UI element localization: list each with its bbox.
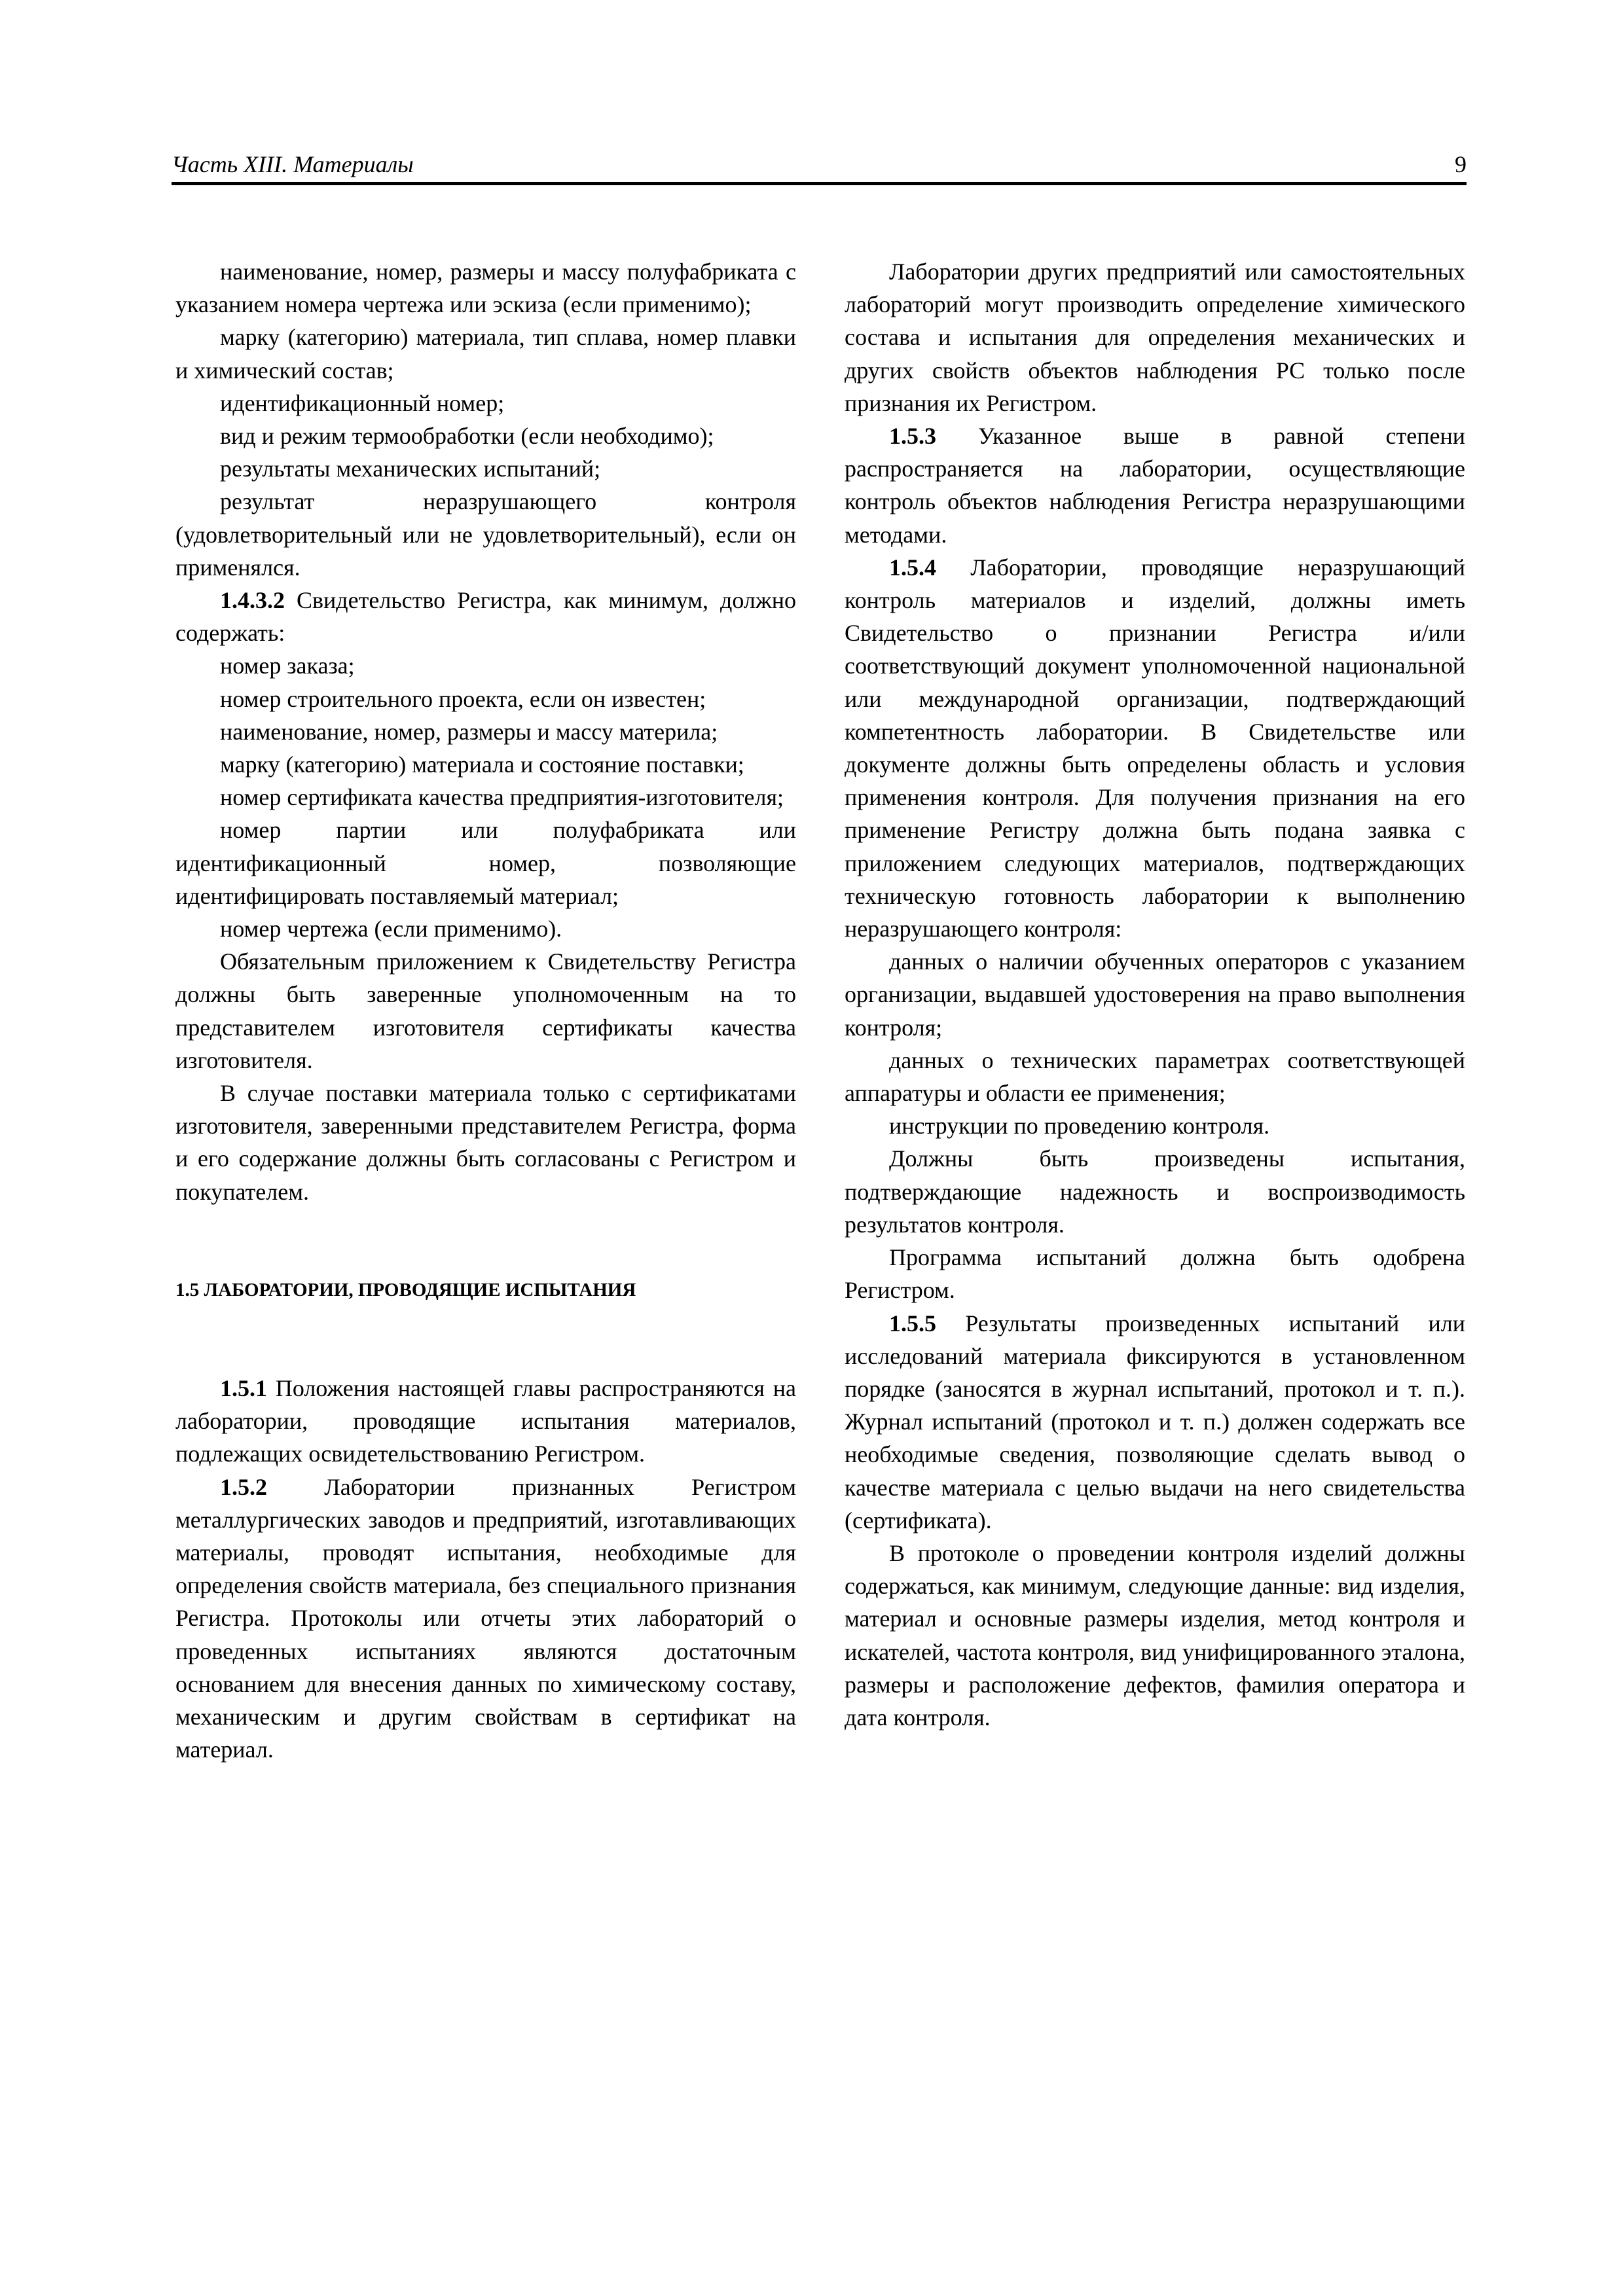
clause-text: Результаты произведенных испытаний или исследований материала фиксируются в установленном порядке (заносятся в журнал испытаний, протокол и т. п.). Журнал испытаний (протокол и т. п.) должен содержать все необходимые сведения, позволяющие сделать вывод о качестве материала с целью выдачи на него свидетельства (сертификата). <box>845 1310 1465 1534</box>
paragraph: Обязательным приложением к Свидетельству Регистра должны быть заверенные уполномоченным на то представителем изготовителя сертификаты качества изготовителя. <box>175 948 796 1073</box>
paragraph: номер сертификата качества предприятия-изготовителя; <box>220 784 784 811</box>
paragraph: марку (категорию) материала и состояние поставки; <box>220 751 744 778</box>
page-header <box>172 143 1467 185</box>
paragraph: наименование, номер, размеры и массу материла; <box>220 718 718 745</box>
clause-number: 1.5.5 <box>889 1310 936 1336</box>
paragraph: данных о технических параметрах соответствующей аппаратуры и области ее применения; <box>845 1047 1465 1107</box>
paragraph: результат неразрушающего контроля (удовлетворительный или не удовлетворительный), если он применялся. <box>175 488 796 581</box>
running-title: Часть XIII. Материалы <box>172 151 414 177</box>
paragraph: Лаборатории других предприятий или самостоятельных лабораторий могут производить определение химического состава и испытания для определения механических и других свойств объектов наблюдения РС только после признания их Регистром. <box>845 259 1465 416</box>
clause-number: 1.5.1 <box>220 1374 267 1401</box>
clause-text: Положения настоящей главы распространяются на лаборатории, проводящие испытания материалов, подлежащих освидетельствованию Регистром. <box>175 1374 796 1467</box>
paragraph: идентификационный номер; <box>220 389 505 416</box>
section-heading: 1.5 ЛАБОРАТОРИИ, ПРОВОДЯЩИЕ ИСПЫТАНИЯ <box>175 1279 636 1300</box>
paragraph: вид и режим термообработки (если необходимо); <box>220 423 714 450</box>
clause-number: 1.5.2 <box>220 1473 267 1500</box>
paragraph: Должны быть произведены испытания, подтверждающие надежность и воспроизводимость результатов контроля. <box>845 1145 1465 1238</box>
paragraph: В протоколе о проведении контроля изделий должны содержаться, как минимум, следующие данные: вид изделия, материал и основные размеры изделия, метод контроля и искателей, частота контроля, вид унифицированного эталона, размеры и расположение дефектов, фамилия оператора и дата контроля. <box>845 1539 1465 1731</box>
paragraph <box>845 1307 1465 1537</box>
paragraph <box>175 1372 796 1471</box>
clause-text: Лаборатории, проводящие неразрушающий контроль материалов и изделий, должны иметь Свидетельство о признании Регистра и/или соответствующий документ уполномоченной национальной или международной организации, подтверждающий компетентность лаборатории. В Свидетельстве или документе должны быть определены область и условия применения контроля. Для получения признания на его применение Регистру должна быть подана заявка с приложением следующих материалов, подтверждающих техническую готовность лаборатории к выполнению неразрушающего контроля: <box>845 554 1465 942</box>
paragraph <box>845 420 1465 551</box>
clause-number: 1.5.4 <box>889 554 936 581</box>
left-column <box>175 255 796 1766</box>
paragraph <box>175 1471 796 1767</box>
clause-text: Указанное выше в равной степени распространяется на лаборатории, осуществляющие контроль объектов наблюдения Регистра неразрушающими методами. <box>845 423 1465 548</box>
paragraph: В случае поставки материала только с сертификатами изготовителя, заверенными представителем Регистра, форма и его содержание должны быть согласованы с Регистром и покупателем. <box>175 1080 796 1205</box>
paragraph: номер заказа; <box>220 653 355 679</box>
paragraph: инструкции по проведению контроля. <box>889 1113 1270 1139</box>
paragraph: марку (категорию) материала, тип сплава, номер плавки и химический состав; <box>175 324 796 384</box>
paragraph: Программа испытаний должна быть одобрена Регистром. <box>845 1244 1465 1304</box>
clause-number: 1.4.3.2 <box>220 587 285 614</box>
paragraph: номер партии или полуфабриката или идентификационный номер, позволяющие идентифицировать поставляемый материал; <box>175 817 796 909</box>
clause-text: Свидетельство Регистра, как минимум, должно содержать: <box>175 587 796 647</box>
paragraph <box>845 551 1465 945</box>
right-column <box>845 255 1465 1734</box>
clause-text: Лаборатории признанных Регистром металлургических заводов и предприятий, изготавливающих материалы, проводят испытания, необходимые для определения свойств материала, без специального признания Регистра. Протоколы или отчеты этих лабораторий о проведенных испытаниях являются достаточным основанием для внесения данных по химическому составу, механическим и другим свойствам в сертификат на материал. <box>175 1473 796 1763</box>
page-number: 9 <box>1455 151 1467 177</box>
clause-number: 1.5.3 <box>889 423 936 450</box>
paragraph: результаты механических испытаний; <box>220 456 601 482</box>
paragraph: наименование, номер, размеры и массу полуфабриката с указанием номера чертежа или эскиза (если применимо); <box>175 259 796 318</box>
paragraph: номер чертежа (если применимо). <box>220 916 562 942</box>
paragraph: номер строительного проекта, если он известен; <box>220 685 706 712</box>
paragraph <box>175 584 796 649</box>
paragraph: данных о наличии обученных операторов с указанием организации, выдавшей удостоверения на право выполнения контроля; <box>845 948 1465 1041</box>
